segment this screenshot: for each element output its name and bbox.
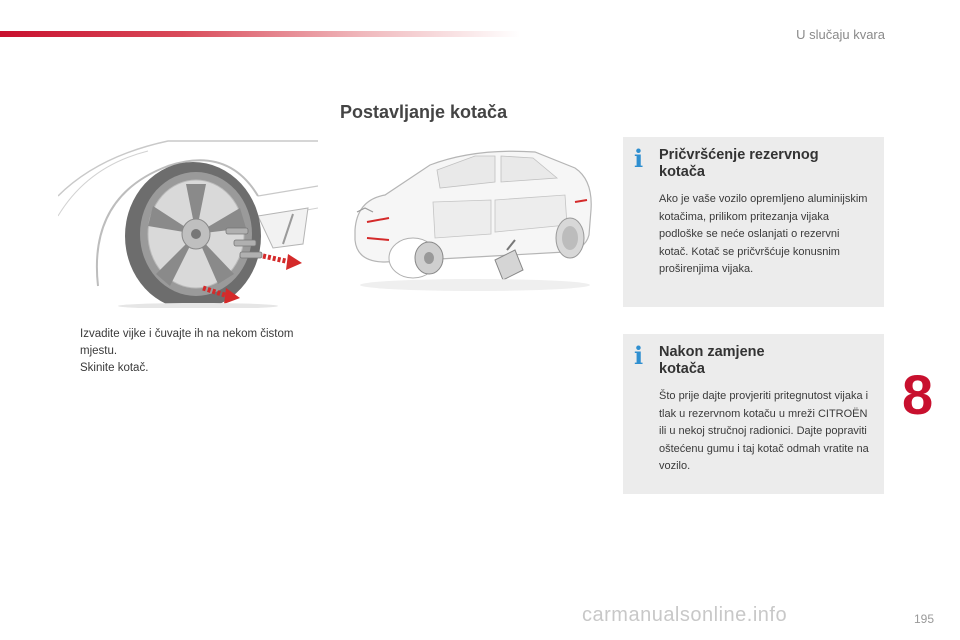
- list-item-text: Skinite kotač.: [80, 362, 149, 374]
- chapter-number: 8: [902, 363, 934, 426]
- header-accent-bar: [0, 31, 520, 37]
- instruction-list: [62, 326, 332, 377]
- info-box-title: [659, 147, 870, 181]
- info-box-title-line: Pričvršćenje rezervnog: [659, 147, 819, 163]
- info-box-text: Ako je vaše vozilo opremljeno aluminijskim kotačima, prilikom pritezanja vijaka podloške se neće oslanjati o rezervni kotač. Kotač se pričvršćuje konusnim proširenjima vijaka.: [659, 193, 868, 275]
- info-icon: i: [634, 144, 644, 173]
- info-box-after-change: [623, 334, 884, 494]
- wheel-removal-illustration: [58, 136, 318, 308]
- chapter-title: U slučaju kvara: [796, 27, 885, 42]
- list-item: [62, 326, 332, 360]
- car-on-jack-illustration: [345, 140, 600, 300]
- watermark: carmanualsonline.info: [582, 604, 788, 626]
- info-box-spare-wheel: [623, 137, 884, 307]
- list-item-text: Izvadite vijke i čuvajte ih na nekom čistom mjestu.: [80, 328, 294, 357]
- info-box-title-line: kotača: [659, 164, 705, 180]
- info-icon: i: [634, 341, 644, 370]
- list-item: [62, 360, 332, 377]
- info-box-title: [659, 344, 870, 378]
- section-heading: Postavljanje kotača: [340, 102, 508, 122]
- info-box-text: Što prije dajte provjeriti pritegnutost vijaka i tlak u rezervnom kotaču u mreži CITROËN ili u nekoj stručnoj radionici. Dajte popraviti oštećenu gumu i taj kotač odmah vratite na vozilo.: [659, 390, 869, 472]
- page-number: 195: [914, 612, 935, 626]
- info-box-title-line: Nakon zamjene: [659, 344, 765, 360]
- info-box-title-line: kotača: [659, 361, 705, 377]
